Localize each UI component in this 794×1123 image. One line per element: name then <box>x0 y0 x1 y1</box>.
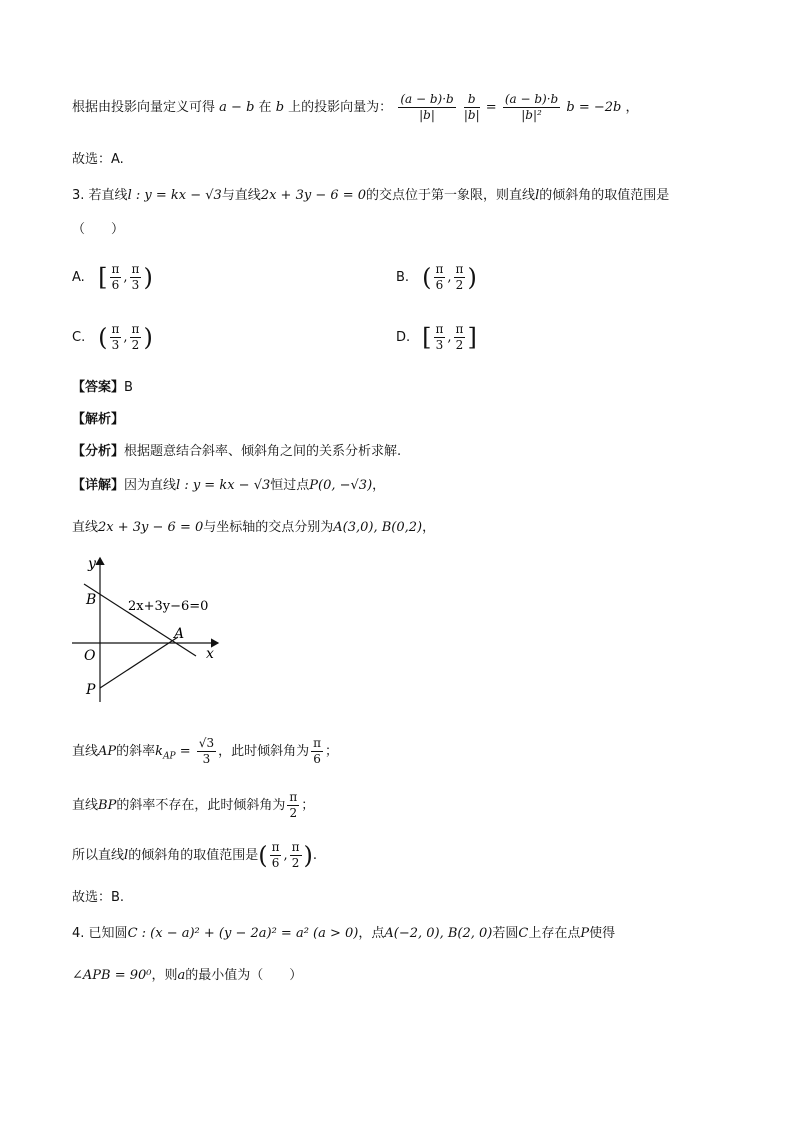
fenxi-line: 【分析】根据题意结合斜率、倾斜角之间的关系分析求解. <box>72 444 402 459</box>
projection-fraction-1: $\frac{(a - b)\cdot b}{|b|}$ <box>400 92 454 122</box>
point-p-label: P <box>86 682 96 698</box>
option-b[interactable]: B. ( $\frac{\pi}{6}$ , $\frac{\pi}{2}$ ) <box>396 262 477 292</box>
point-b-label: B <box>86 592 97 608</box>
vector-b: b <box>275 100 285 115</box>
slope-ap-line: 直线AP的斜率$k_{AP}$ = $\frac{√3}{3}$ ，此时倾斜角为 $\frac{\pi}{6}$ ； <box>72 736 338 766</box>
projection-result: = −2 <box>578 100 614 115</box>
points-a-b: A(3,0), B(0,2) <box>333 520 423 535</box>
projection-fraction-3: $\frac{(a - b)\cdot b}{\text{|b|²}}$ <box>504 92 559 122</box>
question-3: 3. 若直线l : y = kx − √3与直线2x + 3y − 6 = 0的交点位于第一象限，则直线l的倾斜角的取值范围是 <box>72 188 670 203</box>
question-number: 4. <box>72 926 85 941</box>
answer-line <box>72 378 133 398</box>
question-number: 3. <box>72 188 85 203</box>
line-ba <box>84 584 196 656</box>
point-p: P(0, −√3) <box>309 478 373 493</box>
question-3-paren: （ ） <box>72 222 125 237</box>
point-a-label: A <box>174 626 185 642</box>
vector-a-minus-b: a − b <box>219 100 255 115</box>
question-4-cont: ∠APB = 90⁰，则a的最小值为（ ） <box>72 968 303 983</box>
projection-suffix: 上的投影向量为： <box>288 100 393 115</box>
slope-bp-line: 直线BP的斜率不存在，此时倾斜角为 $\frac{\pi}{2}$ ； <box>72 790 315 820</box>
y-label: y <box>88 556 96 572</box>
xiangjie-line: 【详解】因为直线l : y = kx − √3恒过点P(0, −√3)， <box>72 478 386 493</box>
answer-value: B <box>124 380 133 395</box>
option-a[interactable]: A. [ $\frac{\pi}{6}$ , $\frac{\pi}{3}$ ) <box>72 262 153 292</box>
answer-tag: 【答案】 <box>72 380 125 395</box>
projection-between: 在 <box>258 100 272 115</box>
choice-b-line: 故选：B. <box>72 890 125 905</box>
analysis-tag: 【解析】 <box>72 412 125 427</box>
projection-prefix: 根据由投影向量定义可得 <box>72 100 216 115</box>
projection-line: 根据由投影向量定义可得 a − b 在 b 上的投影向量为： $\frac{(a - b)\cdot b}{|b|}$ $\frac{b}{|b|}$ = $\frac{(a - b)\cdot b}{\text{|b|²}}$ b = −2b ， <box>72 92 639 122</box>
origin-label: O <box>84 648 96 664</box>
axes-intersection-line: 直线2x + 3y − 6 = 0与坐标轴的交点分别为A(3,0), B(0,2)， <box>72 520 436 535</box>
coordinate-figure <box>70 552 230 712</box>
x-label: x <box>206 646 214 662</box>
line-pa <box>100 637 178 688</box>
option-c[interactable]: C. ( $\frac{\pi}{3}$ , $\frac{\pi}{2}$ ) <box>72 322 153 352</box>
slope-fraction: $\frac{√3}{3}$ <box>198 736 215 766</box>
angle-apb: ∠APB = 90⁰ <box>72 968 152 983</box>
question-4: 4. 已知圆C : (x − a)² + (y − 2a)² = a² (a > 0)，点A(−2, 0), B(2, 0)若圆C上存在点P使得 <box>72 926 616 941</box>
conclusion-line: 所以直线l的倾斜角的取值范围是( $\frac{\pi}{6}$ , $\frac{\pi}{2}$ ). <box>72 840 318 870</box>
circle-equation: C : (x − a)² + (y − 2a)² = a² (a > 0) <box>127 926 359 941</box>
line-equation-2: 2x + 3y − 6 = 0 <box>260 188 367 203</box>
projection-fraction-2: $\frac{b}{|b|}$ <box>463 92 480 122</box>
choice-a-line: 故选：A. <box>72 152 124 167</box>
line-l-equation: l : y = kx − √3 <box>127 188 222 203</box>
option-d[interactable]: D. [ $\frac{\pi}{3}$ , $\frac{\pi}{2}$ ] <box>396 322 477 352</box>
equation-label: 2x+3y−6=0 <box>128 599 209 614</box>
